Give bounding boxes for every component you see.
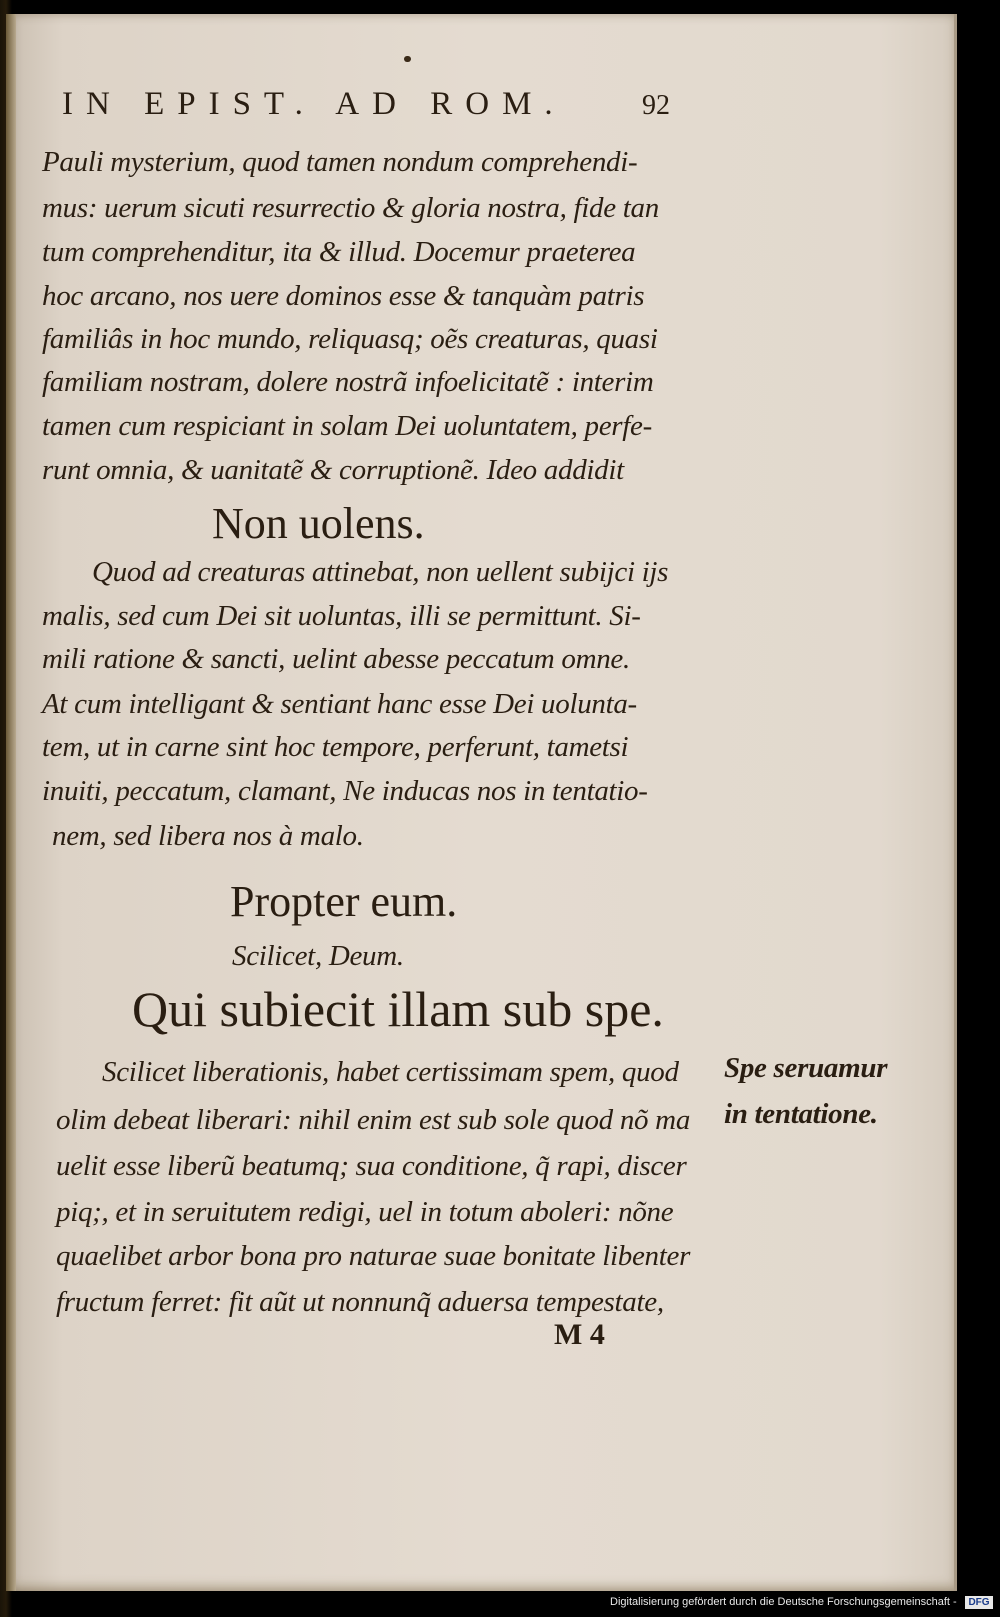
ink-dot xyxy=(404,56,411,62)
text-line: hoc arcano, nos uere dominos esse & tanquàm patris xyxy=(42,280,645,312)
margin-note: Spe seruamur xyxy=(724,1052,888,1084)
text-line: fructum ferret: fit aũt ut nonnunq̃ aduersa tempestate, xyxy=(56,1286,664,1318)
text-line: tem, ut in carne sint hoc tempore, perferunt, tametsi xyxy=(42,731,629,763)
page-gutter-edge xyxy=(6,14,16,1591)
text-line: mili ratione & sancti, uelint abesse peccatum omne. xyxy=(42,643,630,675)
text-line: olim debeat liberari: nihil enim est sub sole quod nõ ma xyxy=(56,1104,691,1136)
running-head: IN EPIST. AD ROM. xyxy=(62,86,566,122)
folio-number: 92 xyxy=(642,90,670,121)
text-line: runt omnia, & uanitatẽ & corruptionẽ. Ideo addidit xyxy=(42,454,624,486)
text-line: Pauli mysterium, quod tamen nondum comprehendi- xyxy=(42,146,638,178)
text-line: piq;, et in seruitutem redigi, uel in totum aboleri: nõne xyxy=(56,1196,674,1228)
dfg-logo: DFG xyxy=(965,1596,993,1609)
section-heading: Non uolens. xyxy=(212,499,425,548)
text-line: Scilicet liberationis, habet certissimam spem, quod xyxy=(102,1056,679,1088)
section-heading: Propter eum. xyxy=(230,877,458,926)
text-line: malis, sed cum Dei sit uoluntas, illi se permittunt. Si- xyxy=(42,600,641,632)
signature-mark: M 4 xyxy=(554,1318,605,1351)
section-heading: Qui subiecit illam sub spe. xyxy=(132,981,664,1037)
text-line: familiâs in hoc mundo, reliquasq; oẽs creaturas, quasi xyxy=(42,323,658,355)
digitization-credit: Digitalisierung gefördert durch die Deutsche Forschungsgemeinschaft - xyxy=(610,1596,957,1608)
text-line: tamen cum respiciant in solam Dei uoluntatem, perfe- xyxy=(42,410,652,442)
margin-note: in tentatione. xyxy=(724,1098,878,1130)
text-line: uelit esse liberũ beatumq; sua conditione, q̃ rapi, discer xyxy=(56,1150,687,1182)
text-line: quaelibet arbor bona pro naturae suae bonitate libenter xyxy=(56,1240,691,1272)
text-line: At cum intelligant & sentiant hanc esse Dei uolunta- xyxy=(42,688,637,720)
text-line: Quod ad creaturas attinebat, non uellent subijci ijs xyxy=(92,556,669,588)
text-line: mus: uerum sicuti resurrectio & gloria nostra, fide tan xyxy=(42,192,659,224)
text-line: inuiti, peccatum, clamant, Ne inducas nos in tentatio- xyxy=(42,775,648,807)
text-line: tum comprehenditur, ita & illud. Docemur praeterea xyxy=(42,236,636,268)
text-line: nem, sed libera nos à malo. xyxy=(52,820,364,852)
text-line: familiam nostram, dolere nostrã infoelicitatẽ : interim xyxy=(42,366,654,398)
gloss-line: Scilicet, Deum. xyxy=(232,940,404,972)
